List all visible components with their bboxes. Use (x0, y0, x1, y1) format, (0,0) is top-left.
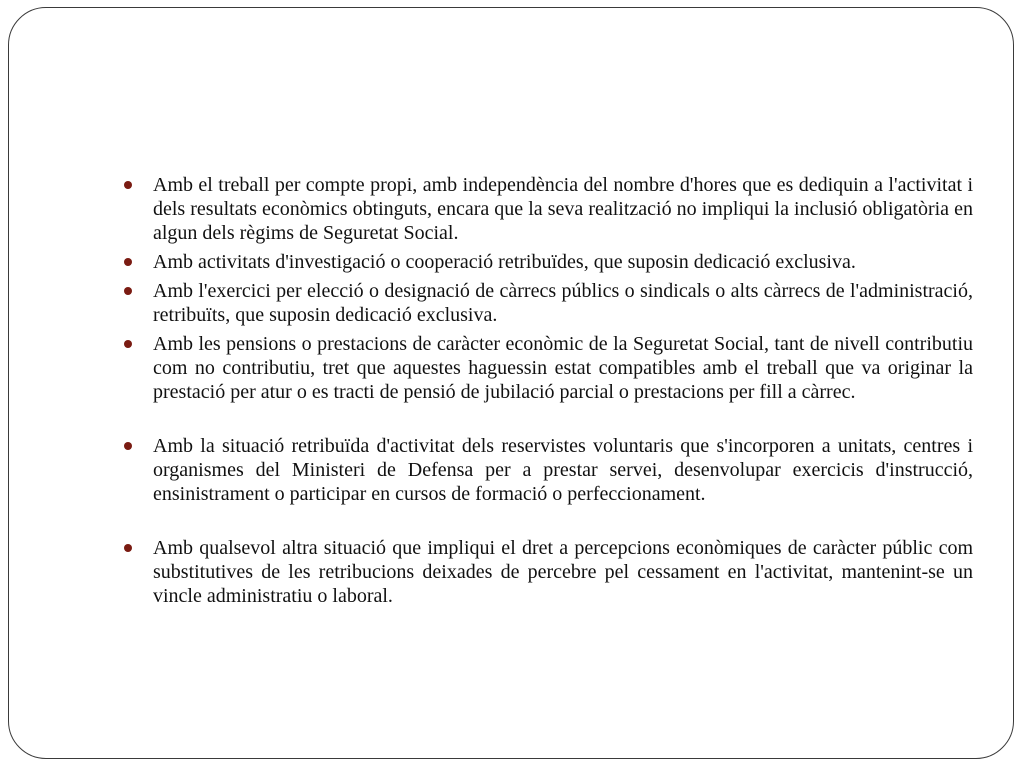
slide-frame (8, 7, 1014, 759)
list-item-text: Amb l'exercici per elecció o designació de càrrecs públics o sindicals o alts càrrecs de l'administració, retribuïts, que suposin dedicació exclusiva. (153, 280, 973, 326)
list-item-text: Amb la situació retribuïda d'activitat dels reservistes voluntaris que s'incorporen a unitats, centres i organismes del Ministeri de Defensa per a prestar servei, desenvolupar exercicis d'instrucció, ensinistrament o participar en cursos de formació o perfeccionament. (153, 435, 973, 505)
list-item (124, 332, 973, 404)
list-item (124, 250, 973, 274)
list-item (124, 279, 973, 327)
bullet-list (124, 173, 973, 613)
bullet-dot-icon (124, 544, 132, 552)
list-item-text: Amb activitats d'investigació o cooperació retribuïdes, que suposin dedicació exclusiva. (153, 251, 856, 273)
bullet-dot-icon (124, 258, 132, 266)
list-item (124, 536, 973, 608)
list-item (124, 173, 973, 245)
list-item-text: Amb les pensions o prestacions de caràcter econòmic de la Seguretat Social, tant de nivell contributiu com no contributiu, tret que aquestes haguessin estat compatibles amb el treball que va originar la prestació per atur o es tracti de pensió de jubilació parcial o prestacions per fill a càrrec. (153, 333, 973, 403)
bullet-dot-icon (124, 181, 132, 189)
bullet-dot-icon (124, 442, 132, 450)
bullet-dot-icon (124, 340, 132, 348)
bullet-dot-icon (124, 287, 132, 295)
list-item-text: Amb el treball per compte propi, amb independència del nombre d'hores que es dediquin a l'activitat i dels resultats econòmics obtinguts, encara que la seva realització no impliqui la inclusió obligatòria en algun dels règims de Seguretat Social. (153, 174, 973, 244)
list-item-text: Amb qualsevol altra situació que impliqui el dret a percepcions econòmiques de caràcter públic com substitutives de les retribucions deixades de percebre pel cessament en l'activitat, mantenint-se un vincle administratiu o laboral. (153, 537, 973, 607)
list-item (124, 434, 973, 506)
